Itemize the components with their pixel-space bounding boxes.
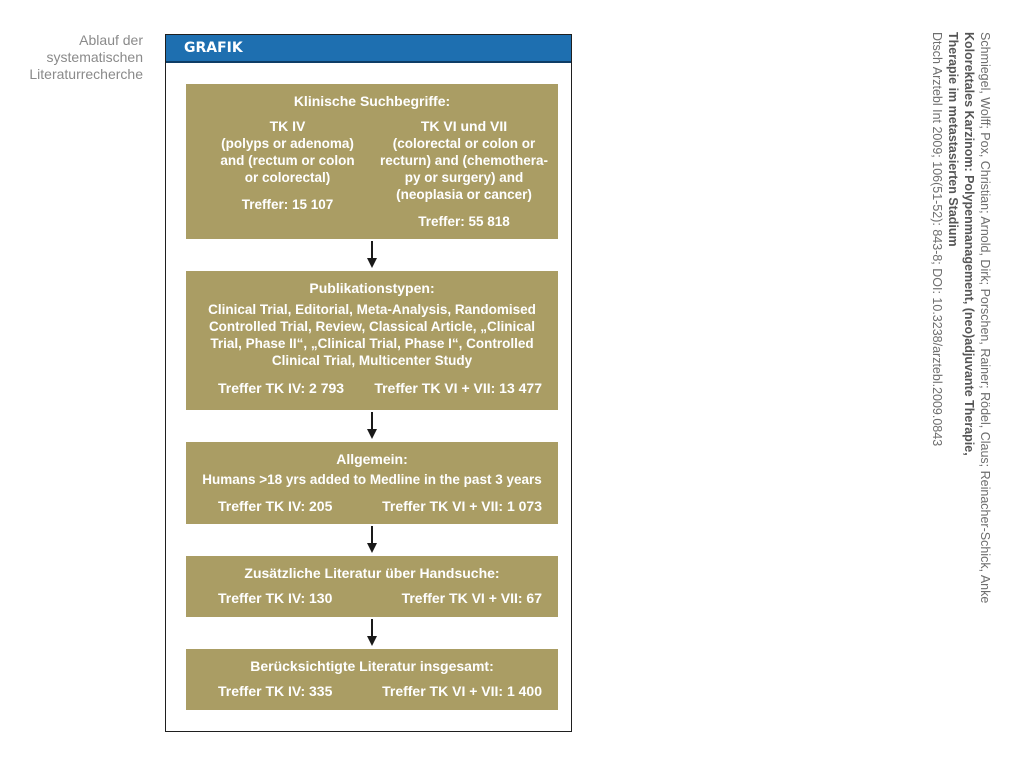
general-filter-box — [186, 442, 558, 524]
column-heading: TK VI und VII — [420, 118, 508, 134]
hits-tk-iv: Treffer TK IV: 2 793 — [218, 380, 345, 396]
term-line: (colorectal or colon or — [392, 136, 536, 151]
hits-tk-vi-vii: Treffer TK VI + VII: 67 — [401, 590, 542, 606]
hits-tk-iv: Treffer TK IV: 130 — [218, 590, 333, 606]
body-line: Clinical Trial, Editorial, Meta-Analysis, Randomised — [208, 302, 536, 317]
term-line: and (rectum or colon — [220, 153, 355, 168]
term-line: recturn) and (chemothera- — [379, 153, 549, 168]
body-line: Controlled Trial, Review, Classical Article, „Clinical — [208, 319, 536, 334]
column-heading: TK IV — [269, 118, 306, 134]
hits-tk-vi-vii: Treffer TK VI + VII: 1 073 — [382, 498, 542, 514]
caption-line: systematischen — [46, 49, 143, 65]
down-arrow-icon — [366, 412, 378, 440]
figure-caption — [0, 32, 143, 83]
box-title: Klinische Suchbegriffe: — [293, 93, 451, 109]
hits-tk-iv: Treffer TK IV: 335 — [218, 683, 333, 699]
box-title: Zusätzliche Literatur über Handsuche: — [244, 565, 500, 581]
citation-title: Therapie im metastasierten Stadium — [946, 32, 960, 247]
box-title: Publikationstypen: — [309, 280, 435, 296]
term-line: (polyps or adenoma) — [221, 136, 354, 151]
citation-title: Kolorektales Karzinom: Polypenmanagement, (neo)adjuvante Therapie, — [962, 32, 976, 456]
box-body: Humans >18 yrs added to Medline in the past 3 years — [202, 472, 542, 487]
hits-count: Treffer: 55 818 — [418, 214, 510, 229]
term-line: py or surgery) and — [404, 170, 524, 185]
caption-line: Literaturrecherche — [29, 66, 143, 82]
term-line: (neoplasia or cancer) — [396, 187, 532, 202]
citation — [913, 32, 993, 652]
down-arrow-icon — [366, 241, 378, 269]
down-arrow-icon — [366, 619, 378, 647]
hand-search-box — [186, 556, 558, 617]
figure-header: GRAFIK — [166, 35, 571, 63]
body-line: Clinical Trial, Multicenter Study — [271, 353, 473, 368]
hits-tk-vi-vii: Treffer TK VI + VII: 13 477 — [374, 380, 542, 396]
hits-count: Treffer: 15 107 — [241, 197, 334, 212]
box-title: Berücksichtigte Literatur insgesamt: — [250, 658, 494, 674]
body-line: Trial, Phase II“, „Clinical Trial, Phase I“, Controlled — [210, 336, 534, 351]
hits-tk-iv: Treffer TK IV: 205 — [218, 498, 333, 514]
citation-authors: Schmiegel, Wolff; Pox, Christian; Arnold, Dirk; Porschen, Rainer; Rödel, Claus; Reinacher-Schick, Anke — [978, 32, 992, 604]
down-arrow-icon — [366, 526, 378, 554]
flowchart-figure — [165, 34, 572, 732]
search-terms-box — [186, 84, 558, 239]
tk-vi-vii-column — [374, 118, 554, 230]
publication-types-box — [186, 271, 558, 410]
caption-line: Ablauf der — [79, 32, 143, 48]
tk-iv-column — [210, 118, 365, 213]
citation-source: Dtsch Arztebl Int 2009; 106(51-52): 843-8; DOI: 10.3238/arztebl.2009.0843 — [930, 32, 944, 447]
hits-tk-vi-vii: Treffer TK VI + VII: 1 400 — [382, 683, 542, 699]
citation-text — [929, 32, 993, 652]
term-line: or colorectal) — [244, 170, 331, 185]
box-title: Allgemein: — [336, 451, 408, 467]
total-literature-box — [186, 649, 558, 710]
box-body — [198, 301, 546, 369]
